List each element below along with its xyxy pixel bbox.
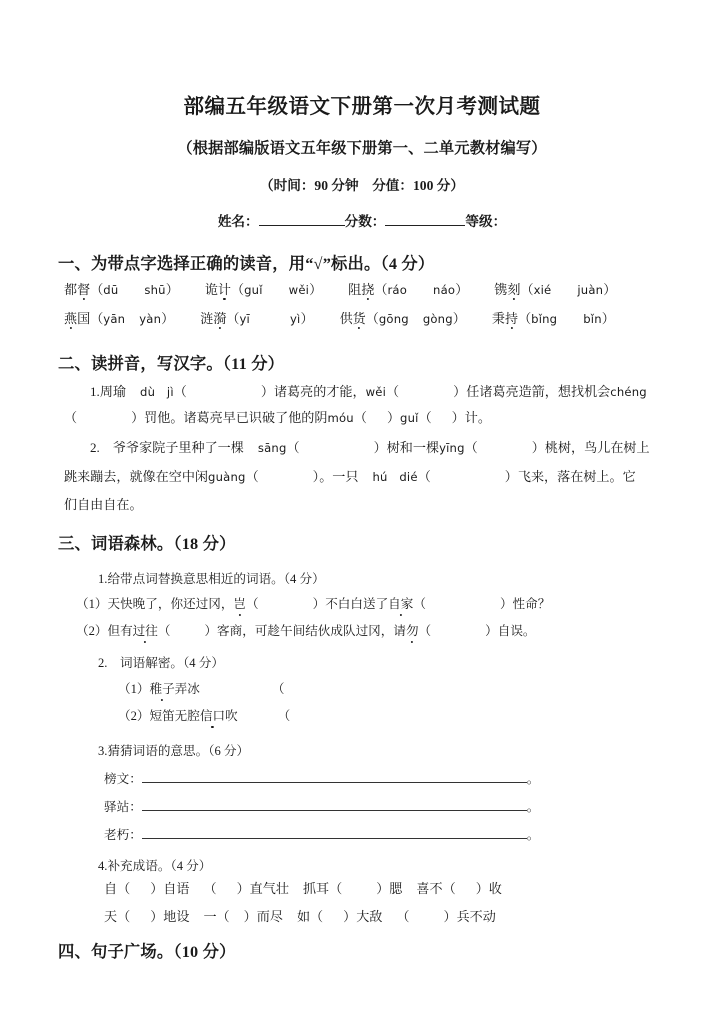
exam-meta: （时间：90 分钟 分值：100 分） [260,177,464,193]
section-3-q2-item-1: （1）稚子弄冰 （ [118,678,358,697]
pinyin-item[interactable]: 涟漪（yī yì） [200,311,314,326]
section-3-q3-item-1 [104,768,539,787]
score-label: 分数： [344,213,386,229]
q-text: （1）天快晚了，你还过冈， [76,597,234,611]
idiom-item[interactable] [303,881,402,896]
q-text: ）桃树，鸟儿在树上 [531,440,650,455]
pinyin-option-a[interactable]: xié [533,283,552,297]
idiom-row-1 [104,882,502,895]
word-prefix: 供 [339,311,353,326]
pinyin-item[interactable]: 供货（gōng gòng） [339,311,466,326]
section-2-q2-line-1: 2. 爷爷家院子里种了一棵 sāng（ ）树和一棵yīng（ ）桃树，鸟儿在树上 [90,440,650,455]
pinyin-hint: wěi [365,385,387,399]
q-text: ）客商，可趁午间结伙成队过冈，请 [204,624,406,638]
term-label: 驿站： [104,800,142,814]
q-text: ）计。 [451,410,491,425]
section-3-q1-item-2: （2）但有过往（ ）客商，可趁午间结伙成队过冈，请勿（ ）自误。 [76,620,536,639]
grade-label: 等级： [465,213,507,229]
pinyin-item[interactable]: 秉持（bǐng bǐn） [491,311,615,326]
pinyin-option-b[interactable]: yàn [139,312,162,326]
word-prefix: 涟 [200,311,214,326]
word-prefix: 阻 [348,282,362,297]
q-text: ）任诸葛亮造箭，想找机会 [453,384,611,399]
dotted-char: 挠 [361,282,375,297]
section-4-heading-wrap [58,938,236,962]
section-3-q1-item-1: （1）天快晚了，你还过冈，岂（ ）不白白送了自家（ ）性命？ [76,593,550,612]
page-title: 部编五年级语文下册第一次月考测试题 [183,96,541,118]
score-input-blank[interactable] [385,212,465,226]
pinyin-hint: guǐ [400,411,419,425]
pinyin-option-a[interactable]: dū [103,283,119,297]
section-3-q3-item-3 [104,824,539,843]
dotted-char: 货 [352,311,366,326]
pinyin-hint: dù jì [140,385,174,399]
pinyin-option-a[interactable]: guǐ [244,283,263,297]
dotted-char: 计 [217,282,232,297]
section-1-heading: 一、为带点字选择正确的读音，用“√”标出。（4 分） [58,254,435,273]
pinyin-hint: guàng [208,470,246,484]
name-label: 姓名： [217,213,259,229]
section-2-heading: 二、读拼音，写汉字。（11 分） [58,354,285,373]
dotted-char: 督 [77,282,91,297]
pinyin-item[interactable]: 都督（dū shū） [64,282,179,297]
word-suffix: 国 [77,311,91,326]
idiom-item[interactable] [416,881,501,896]
idiom-item[interactable] [297,909,382,924]
word-prefix: 诡 [204,282,218,297]
section-2-heading-wrap [58,350,284,374]
q-text: ）不白白送了 [312,597,389,611]
dotted-char: 漪 [213,311,227,326]
idiom-suffix: ）兵不动 [443,909,496,924]
q-text: 弄冰 [174,682,200,696]
dotted-char: 持 [504,311,519,326]
dotted-word: 信口 [200,705,225,724]
section-1-heading-wrap [58,250,434,274]
definition-blank[interactable] [142,798,527,811]
dotted-word: 稚子 [149,678,174,697]
q-text: ）树和一棵 [373,440,440,455]
idiom-prefix: （ [396,909,410,924]
section-2-q2-line-3: 们自由自在。 [64,497,143,512]
dotted-char: 刻 [507,282,521,297]
q-text: ）飞来，落在树上。它 [504,469,636,484]
section-3-q4-title: 4.补充成语。（4 分） [98,859,212,873]
idiom-suffix: ）大敌 [343,909,383,924]
page-subtitle: （根据部编版语文五年级下册第一、二单元教材编写） [177,139,547,157]
pinyin-hint: chéng [610,385,647,399]
pinyin-option-b[interactable]: wěi [288,283,310,297]
idiom-suffix: ）腮 [376,881,403,896]
pinyin-item[interactable]: 阻挠（ráo náo） [348,282,469,297]
section-3-q3-item-2 [104,796,539,815]
idiom-prefix: 天（ [104,909,131,924]
dotted-word: 自家 [388,593,413,612]
section-2-q1-line-1: 1.周瑜 dù jì（ ）诸葛亮的才能，wěi（ ）任诸葛亮造箭，想找机会chéng [90,384,647,399]
pinyin-choice-row-1 [64,283,616,297]
idiom-prefix: 自（ [104,881,131,896]
idiom-row-2 [104,910,496,923]
dotted-char: 燕 [64,311,78,326]
idiom-prefix: 抓耳（ [302,881,343,896]
idiom-item[interactable] [104,881,189,896]
idiom-suffix: ）直气壮 [236,881,289,896]
idiom-suffix: ）而尽 [243,909,283,924]
student-fields [0,194,724,230]
pinyin-option-b[interactable]: yì [289,312,301,326]
dotted-word: 岂 [233,593,246,612]
idiom-suffix: ）地设 [150,909,190,924]
pinyin-item[interactable]: 燕国（yān yàn） [64,311,175,326]
section-3-heading: 三、词语森林。（18 分） [58,534,236,553]
q-text: （2）但有 [76,624,133,638]
section-3-q2-title: 2. 词语解密。（4 分） [98,656,224,670]
dotted-word: 勿 [406,620,419,639]
period: 。 [526,800,540,814]
idiom-suffix: ）自语 [150,881,190,896]
q-text: ）自误。 [485,624,536,638]
q-text: （1） [118,682,150,696]
pinyin-choice-row-2 [64,312,615,326]
q-text: 2. 爷爷家院子里种了一棵 [90,440,244,455]
period: 。 [526,772,540,786]
pinyin-option-b[interactable]: bǐn [583,312,602,326]
word-prefix: 秉 [491,311,505,326]
idiom-suffix: ）收 [475,881,502,896]
section-3-q3-title: 3.猜猜词语的意思。（6 分） [98,744,250,758]
pinyin-hint: yīng [439,441,465,455]
pinyin-option-a[interactable]: bǐng [531,312,558,326]
section-3-q2-item-2: （2）短笛无腔信口吹 （ [118,705,364,724]
q-text: ）罚他。诸葛亮早已识破了他的阴 [131,410,328,425]
pinyin-option-a[interactable]: yān [103,312,126,326]
idiom-prefix: 一（ [203,909,230,924]
pinyin-option-b[interactable]: juàn [577,283,604,297]
q-text: 吹 [225,709,238,723]
definition-blank[interactable] [142,826,527,839]
term-label: 榜文： [104,772,142,786]
dotted-word: 过往 [133,620,158,639]
pinyin-option-a[interactable]: ráo [387,283,408,297]
word-prefix: 镌 [494,282,508,297]
name-input-blank[interactable] [259,212,345,226]
idiom-prefix: 如（ [296,909,324,924]
pinyin-hint: hú dié [372,470,418,484]
q-text: （2）短笛无腔 [118,709,200,723]
term-label: 老朽： [104,828,142,842]
definition-blank[interactable] [142,770,527,783]
q-text: ） [386,410,401,425]
section-3-heading-wrap [58,530,236,554]
pinyin-hint: móu [327,411,354,425]
pinyin-hint: sāng [257,441,287,455]
q-text: 1.周瑜 [90,384,127,399]
period: 。 [526,828,540,842]
q-text: ）性命？ [499,597,551,611]
section-2-q1-line-2: （ ）罚他。诸葛亮早已识破了他的阴móu（ ）guǐ（ ）计。 [64,410,491,425]
q-text: 跳来蹦去，就像在空中闲 [64,469,209,484]
pinyin-option-b[interactable]: shū [144,283,166,297]
q-text: ）。一只 [312,469,359,484]
idiom-item[interactable] [396,909,495,924]
section-2-q2-line-2: 跳来蹦去，就像在空中闲guàng（ ）。一只 hú dié（ ）飞来，落在树上。它 [64,469,636,484]
pinyin-option-a[interactable]: yī [239,312,250,326]
idiom-item[interactable] [203,881,288,896]
section-3-q1-title: 1.给带点词替换意思相近的词语。（4 分） [98,572,325,586]
section-4-heading: 四、句子广场。（10 分） [58,942,236,961]
q-text: ）诸葛亮的才能， [260,384,366,399]
idiom-item[interactable] [203,909,282,924]
idiom-prefix: （ [203,881,217,896]
pinyin-item[interactable]: 镌刻（xié juàn） [494,282,617,297]
idiom-item[interactable] [104,909,189,924]
pinyin-option-b[interactable]: náo [433,283,456,297]
idiom-prefix: 喜不（ [416,881,456,896]
pinyin-option-b[interactable]: gòng [422,312,453,326]
pinyin-item[interactable]: 诡计（guǐ wěi） [204,282,323,297]
pinyin-option-a[interactable]: gōng [378,312,409,326]
word-prefix: 都 [64,282,78,297]
